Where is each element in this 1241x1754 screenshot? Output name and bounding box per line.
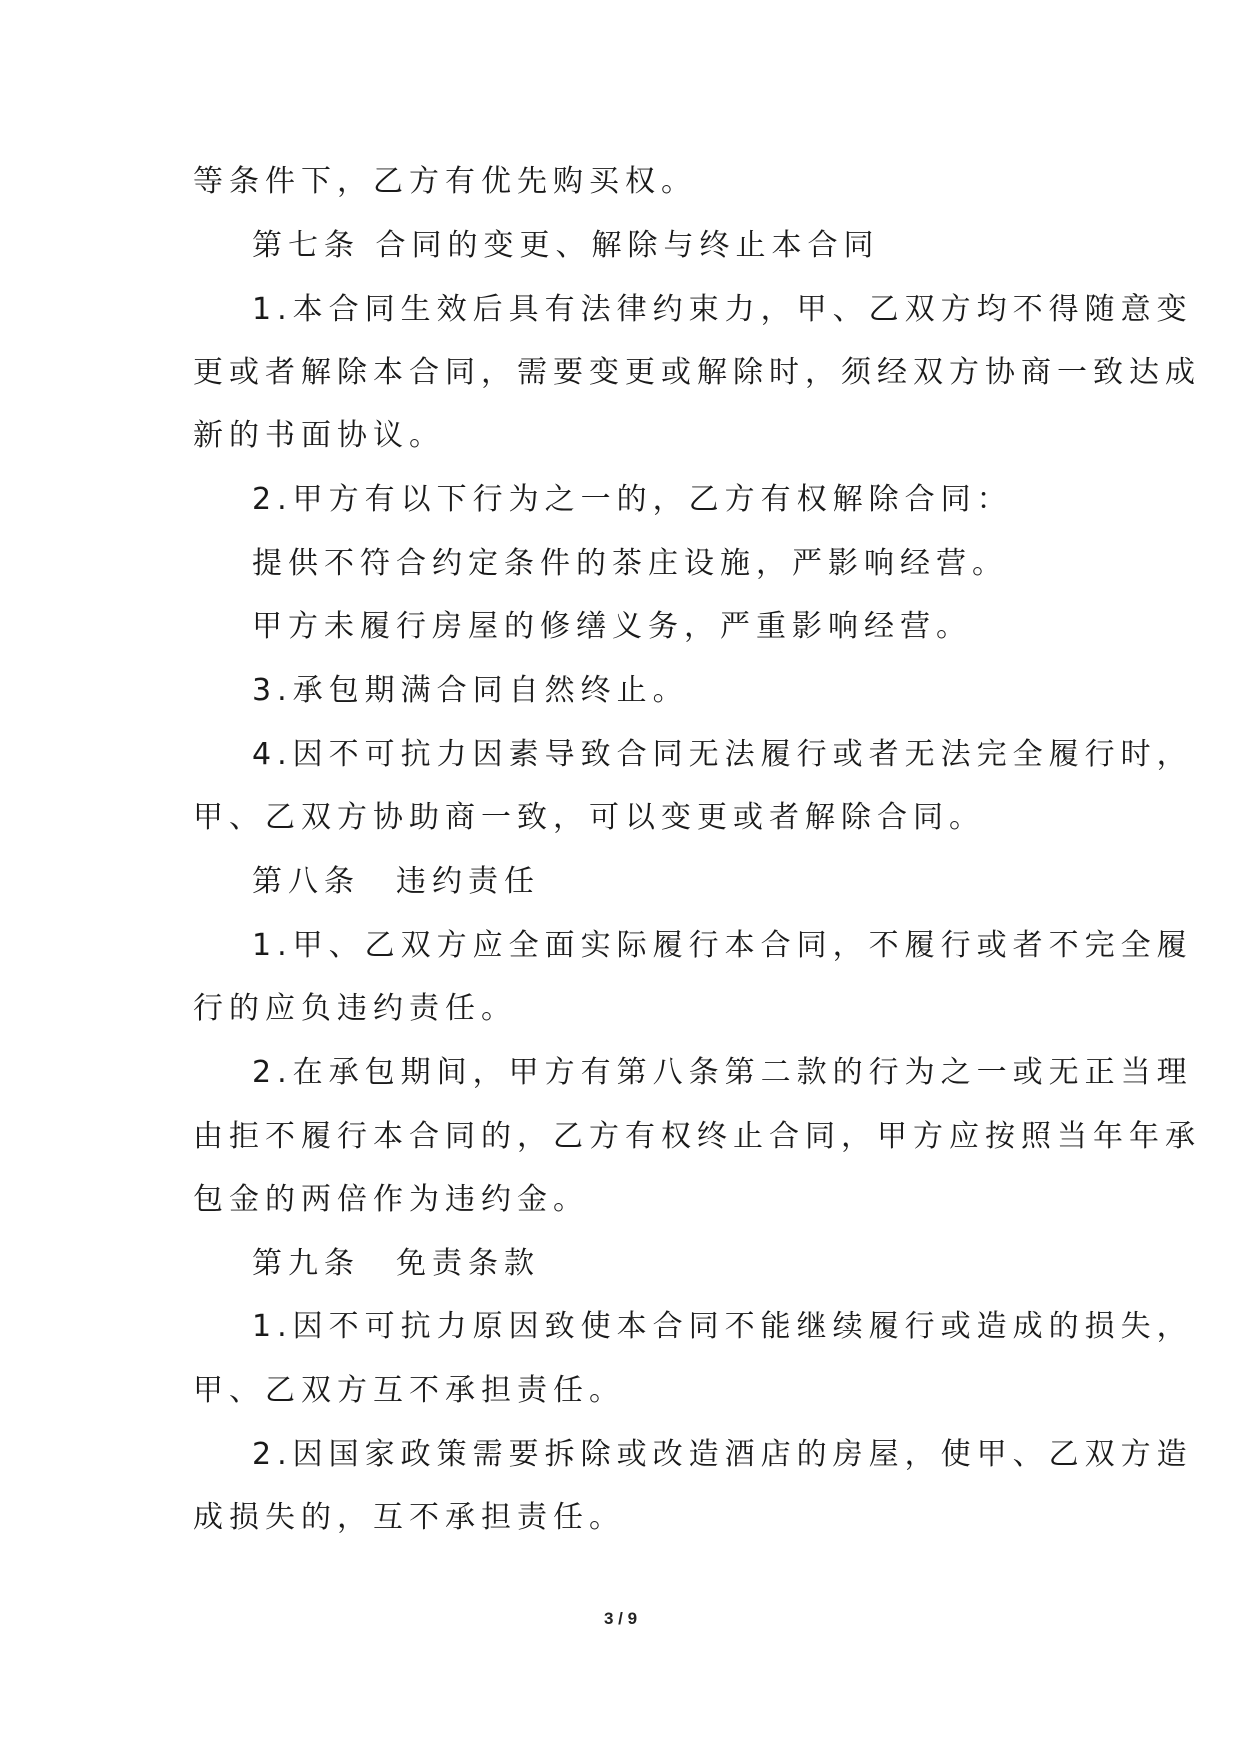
text-line: 包金的两倍作为违约金。: [193, 1182, 589, 1217]
text-line: 等条件下，乙方有优先购买权。: [193, 164, 697, 199]
text-line: 3.承包期满合同自然终止。: [252, 673, 689, 708]
text-line: 4.因不可抗力因素导致合同无法履行或者无法完全履行时，: [252, 737, 1193, 772]
text-line: 1.本合同生效后具有法律约束力，甲、乙双方均不得随意变: [252, 292, 1193, 327]
text-line: 2.因国家政策需要拆除或改造酒店的房屋，使甲、乙双方造: [252, 1437, 1193, 1472]
text-line: 行的应负违约责任。: [193, 991, 517, 1026]
text-line: 2.甲方有以下行为之一的，乙方有权解除合同：: [252, 482, 1013, 517]
text-line: 由拒不履行本合同的，乙方有权终止合同，甲方应按照当年年承: [193, 1119, 1201, 1154]
section-heading: 第九条 免责条款: [252, 1246, 540, 1281]
section-heading: 第八条 违约责任: [252, 864, 540, 899]
text-line: 甲、乙双方协助商一致，可以变更或者解除合同。: [193, 800, 985, 835]
text-line: 更或者解除本合同，需要变更或解除时，须经双方协商一致达成: [193, 355, 1201, 390]
section-heading: 第七条 合同的变更、解除与终止本合同: [252, 228, 880, 263]
text-line: 1.甲、乙双方应全面实际履行本合同，不履行或者不完全履: [252, 928, 1193, 963]
text-line: 甲、乙双方互不承担责任。: [193, 1373, 625, 1408]
text-line: 甲方未履行房屋的修缮义务，严重影响经营。: [252, 609, 972, 644]
text-line: 成损失的，互不承担责任。: [193, 1500, 625, 1535]
text-line: 新的书面协议。: [193, 418, 445, 453]
page-number: 3 / 9: [603, 1609, 638, 1628]
text-line: 2.在承包期间，甲方有第八条第二款的行为之一或无正当理: [252, 1055, 1193, 1090]
text-line: 提供不符合约定条件的茶庄设施，严影响经营。: [252, 546, 1008, 581]
text-line: 1.因不可抗力原因致使本合同不能继续履行或造成的损失，: [252, 1309, 1193, 1344]
